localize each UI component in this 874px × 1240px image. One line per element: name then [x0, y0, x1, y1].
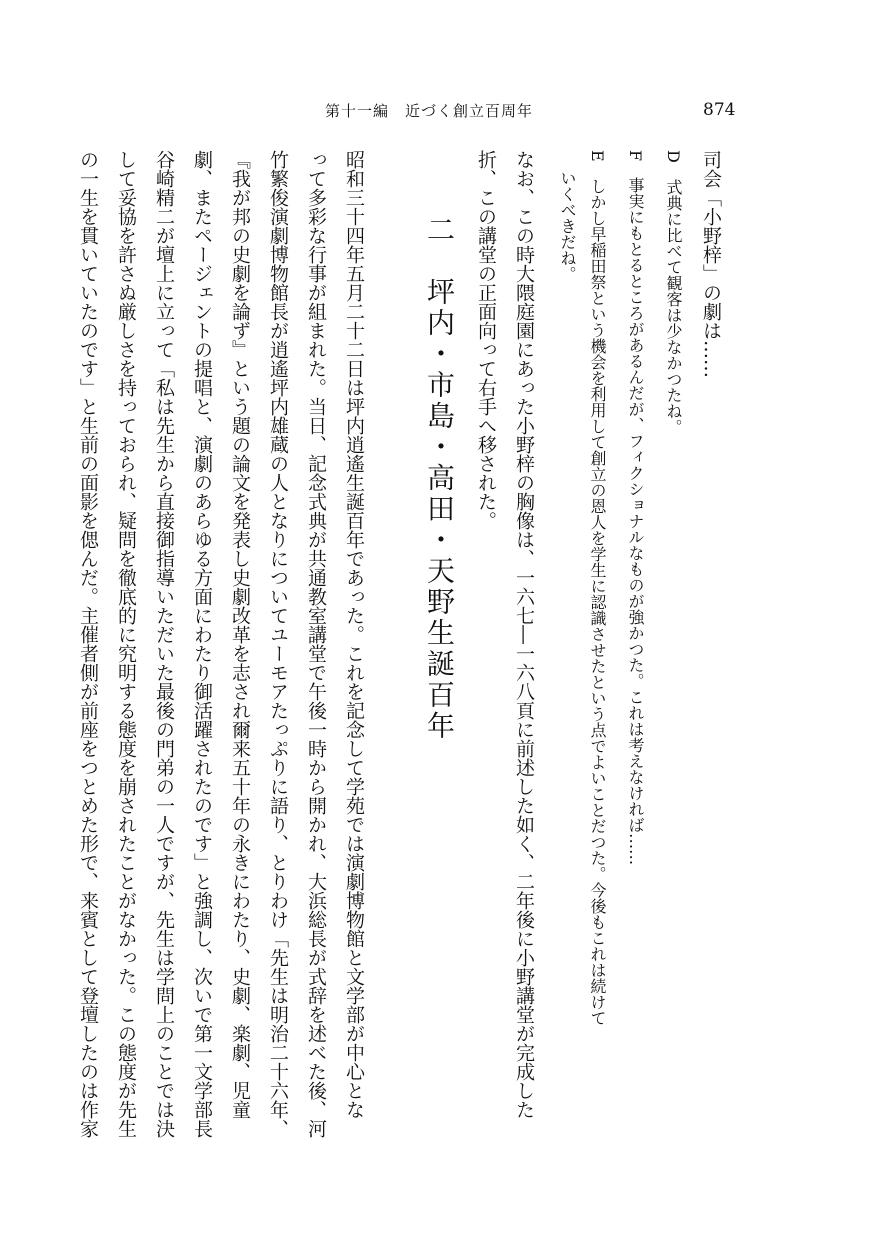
body-line-2: って多彩な行事が組まれた。当日、記念式典が共通教室講堂で午後一時から開かれ、大浜総長が式辞を述べた後、河 [305, 150, 327, 1138]
body-line-5: 劇、またページェントの提唱と、演劇のあらゆる方面にわたり御活躍されたのです」と強調し、次いで第一文学部長 [191, 150, 213, 1138]
section-title: 二 坪内・市島・高田・天野生誕百年 [423, 215, 456, 742]
page-number: 874 [703, 100, 736, 120]
dialogue-line-5: いくべきだね。 [558, 170, 577, 282]
body-line-7: して妥協を許さぬ厳しさを持っておられ、疑問を徹底的に究明する態度を崩されたことがなかった。この態度が先生 [115, 150, 137, 1138]
dialogue-line-1: 司会「小野梓」の劇は…… [700, 150, 722, 378]
dialogue-line-2: D 式典に比べて観客は少なかつたね。 [664, 150, 683, 435]
body-line-8: の一生を貫いていたのです」と生前の面影を偲んだ。主催者側が前座をつとめた形で、来賓として登壇したのは作家 [77, 150, 99, 1138]
note-line-2: 折、この講堂の正面向って右手へ移された。 [475, 150, 497, 530]
body-line-1: 昭和三十四年五月二十二日は坪内逍遙生誕百年であった。これを記念して学苑では演劇博物館と文学部が中心とな [343, 150, 365, 1119]
body-line-4: 『我が邦の史劇を論ず』という題の論文を発表し史劇改革を志され爾来五十年の永きにわたり、史劇、楽劇、児童 [229, 150, 251, 1119]
dialogue-line-4: E しかし早稲田祭という機会を利用して創立の恩人を学生に認識させたという点でよいことだつた。今後もこれは続けて [588, 150, 607, 1026]
dialogue-line-3: F 事実にもとるところがあるんだが、フィクショナルなものが強かつた。これは考えなければ…… [626, 150, 645, 866]
running-header: 第十一編 近づく創立百周年 [325, 102, 534, 120]
body-line-3: 竹繁俊演劇博物館長が逍遙坪内雄蔵の人となりについてユーモアたっぷりに語り、とりわけ「先生は明治二十六年、 [267, 150, 289, 1138]
body-line-6: 谷崎精二が壇上に立って「私は先生から直接御指導いただいた最後の門弟の一人ですが、先生は学問上のことでは決 [153, 150, 175, 1138]
note-line-1: なお、この時大隈庭園にあった小野梓の胸像は、一六七―一六八頁に前述した如く、二年後に小野講堂が完成した [513, 150, 535, 1119]
